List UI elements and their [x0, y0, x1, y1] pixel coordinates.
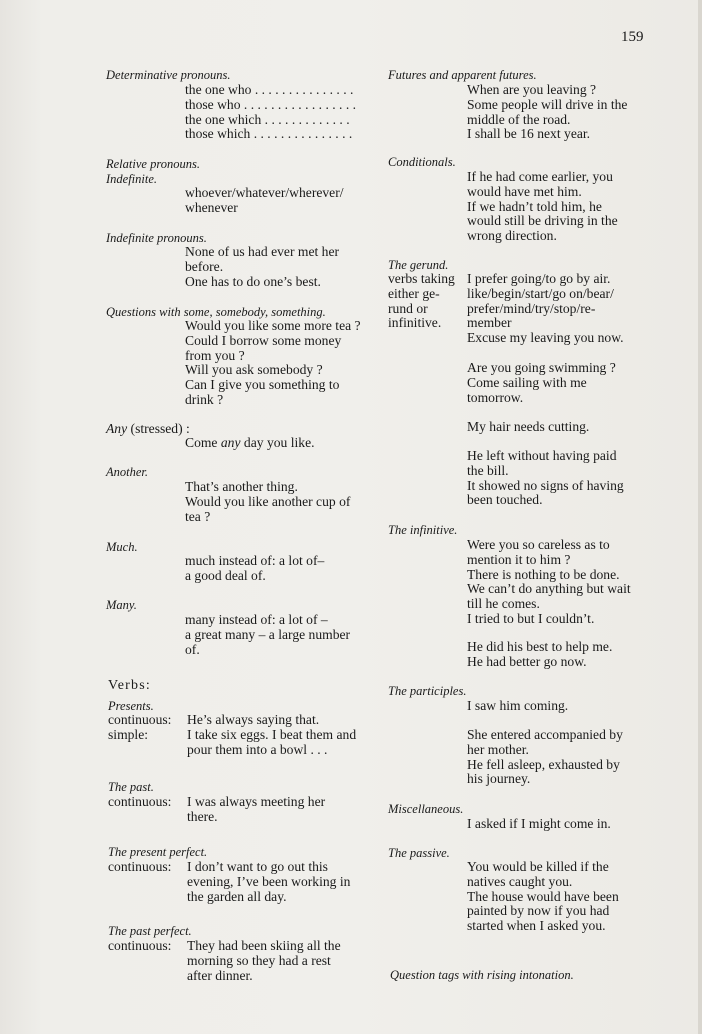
example-line: before.: [185, 258, 224, 274]
example-line: He fell asleep, exhausted by: [467, 756, 620, 772]
example-block: [185, 186, 344, 216]
example-line: those which . . . . . . . . . . . . . . .: [185, 126, 353, 142]
example-line: many instead of: a lot of –: [185, 612, 328, 627]
example-line: after dinner.: [187, 967, 253, 983]
example-line: whoever/whatever/wherever/: [185, 185, 344, 200]
example-line: Excuse my leaving you now.: [467, 330, 624, 346]
example-line: That’s another thing.: [185, 479, 298, 494]
section-heading: Conditionals.: [388, 155, 456, 169]
example-block: [185, 554, 324, 584]
section-heading: Miscellaneous.: [388, 802, 464, 816]
section-heading: Relative pronouns.: [106, 157, 200, 171]
section-heading: Another.: [106, 465, 149, 479]
section-heading: The gerund.: [388, 258, 449, 272]
example-line: started when I asked you.: [467, 918, 606, 934]
verbs-heading: Verbs:: [108, 678, 151, 693]
section-heading: The participles.: [388, 684, 467, 698]
example-block: [467, 420, 589, 435]
example-line: It showed no signs of having: [467, 477, 624, 493]
example-block: [467, 361, 616, 405]
example-line: If we hadn’t told him, he: [467, 198, 602, 214]
example-block: [187, 860, 350, 904]
section-heading: The infinitive.: [388, 523, 458, 537]
example-block: [467, 860, 619, 934]
example-line: Are you going swimming ?: [467, 360, 616, 375]
row-label: continuous:: [108, 859, 172, 874]
example-line: from you ?: [185, 347, 245, 363]
example-block: [185, 480, 350, 524]
example-line: the one which . . . . . . . . . . . . .: [185, 111, 350, 127]
example-line: painted by now if you had: [467, 903, 610, 919]
example-line: Can I give you something to: [185, 377, 340, 393]
label-block: [108, 713, 171, 743]
section-heading: The passive.: [388, 846, 450, 860]
example-line: You would be killed if the: [467, 859, 609, 874]
row-label: verbs taking: [388, 271, 455, 286]
example-line: He left without having paid: [467, 448, 617, 463]
example-line: those who . . . . . . . . . . . . . . . . .: [185, 96, 357, 112]
example-line: We can’t do anything but wait: [467, 581, 631, 597]
example-block: [467, 449, 624, 508]
example-line: prefer/mind/try/stop/re-: [467, 300, 596, 316]
example-block: [467, 272, 624, 346]
example-line: a good deal of.: [185, 567, 266, 583]
example-line: natives caught you.: [467, 873, 573, 889]
example-line: there.: [187, 808, 218, 824]
row-label: rund or: [388, 300, 428, 316]
example-line: the one who . . . . . . . . . . . . . . .: [185, 82, 354, 97]
example-line: the bill.: [467, 462, 509, 478]
example-block: [467, 640, 612, 670]
example-line: till he comes.: [467, 596, 540, 612]
section-heading: Question tags with rising intonation.: [390, 968, 574, 982]
section-heading: Indefinite.: [106, 172, 158, 186]
example-line: Some people will drive in the: [467, 96, 628, 112]
example-block: [185, 245, 339, 289]
example-line: Would you like another cup of: [185, 493, 351, 509]
example-line: pour them into a bowl . . .: [187, 741, 328, 757]
example-line: They had been skiing all the: [187, 938, 341, 953]
example-line: The house would have been: [467, 888, 619, 904]
example-line: been touched.: [467, 492, 543, 508]
section-heading: Questions with some, somebody, something.: [106, 305, 326, 319]
row-label: continuous:: [108, 794, 172, 809]
example-line: There is nothing to be done.: [467, 566, 620, 582]
example-line: I was always meeting her: [187, 794, 326, 809]
example-block: [187, 713, 356, 757]
row-label: infinitive.: [388, 315, 442, 331]
row-label: continuous:: [108, 712, 172, 727]
example-line: I shall be 16 next year.: [467, 126, 591, 142]
example-line: wrong direction.: [467, 228, 557, 244]
example-line: would have met him.: [467, 183, 582, 199]
example-line: tea ?: [185, 508, 211, 524]
example-block: [185, 83, 356, 142]
example-block: [187, 939, 341, 983]
example-line: whenever: [185, 199, 238, 215]
example-line: She entered accompanied by: [467, 727, 623, 742]
example-line: He had better go now.: [467, 653, 587, 669]
example-line: his journey.: [467, 771, 531, 787]
example-line: Will you ask somebody ?: [185, 362, 323, 378]
section-heading: Futures and apparent futures.: [388, 68, 537, 82]
example-line: of.: [185, 641, 200, 657]
example-line: I take six eggs. I beat them and: [187, 726, 357, 742]
example-line: would still be driving in the: [467, 213, 618, 229]
example-block: [185, 436, 315, 451]
example-line: None of us had ever met her: [185, 244, 340, 259]
example-line: member: [467, 315, 512, 331]
example-line: drink ?: [185, 391, 224, 407]
row-label: simple:: [108, 726, 149, 742]
any-heading: Any: [106, 421, 128, 436]
label-block: [388, 272, 455, 331]
example-line: a great many – a large number: [185, 626, 351, 642]
example-line: I don’t want to go out this: [187, 859, 328, 874]
text-run: Come: [185, 435, 221, 450]
example-block: [467, 83, 627, 142]
section-heading: The past.: [108, 780, 154, 794]
example-line: evening, I’ve been working in: [187, 873, 351, 889]
any-suffix: (stressed) :: [127, 421, 190, 436]
example-line: If he had come earlier, you: [467, 169, 613, 184]
example-line: like/begin/start/go on/bear/: [467, 285, 614, 301]
example-line: [185, 436, 315, 451]
example-line: morning so they had a rest: [187, 952, 331, 968]
example-block: [467, 699, 568, 714]
example-line: I asked if I might come in.: [467, 816, 611, 831]
example-line: mention it to him ?: [467, 551, 571, 567]
example-block: [467, 170, 618, 244]
section-heading: [106, 422, 190, 437]
example-block: [467, 538, 631, 627]
example-line: I tried to but I couldn’t.: [467, 610, 595, 626]
example-line: the garden all day.: [187, 888, 287, 904]
example-line: middle of the road.: [467, 111, 571, 127]
page-number: 159: [621, 29, 644, 45]
example-line: Were you so careless as to: [467, 537, 610, 552]
example-block: [185, 319, 361, 408]
section-heading: The present perfect.: [108, 845, 208, 859]
example-line: I saw him coming.: [467, 698, 569, 713]
section-heading: Determinative pronouns.: [106, 68, 231, 82]
text-run: day you like.: [240, 435, 315, 450]
page-edge: [698, 0, 702, 1034]
example-line: Could I borrow some money: [185, 332, 342, 348]
section-heading: Presents.: [108, 699, 154, 713]
section-heading: Many.: [106, 598, 137, 612]
example-line: He’s always saying that.: [187, 712, 320, 727]
example-block: [185, 613, 350, 657]
example-line: He did his best to help me.: [467, 639, 613, 654]
example-line: My hair needs cutting.: [467, 419, 590, 434]
section-heading: The past perfect.: [108, 924, 192, 938]
row-label: continuous:: [108, 938, 172, 953]
example-line: much instead of: a lot of–: [185, 553, 325, 568]
example-line: her mother.: [467, 741, 529, 757]
example-line: When are you leaving ?: [467, 82, 597, 97]
emphasis-run: any: [220, 435, 241, 450]
section-heading: Indefinite pronouns.: [106, 231, 207, 245]
row-label: either ge-: [388, 285, 440, 301]
section-heading: Much.: [106, 540, 138, 554]
example-line: Come sailing with me: [467, 374, 587, 390]
example-line: One has to do one’s best.: [185, 273, 321, 289]
example-block: [187, 795, 325, 825]
example-line: tomorrow.: [467, 389, 524, 405]
example-line: Would you like some more tea ?: [185, 318, 361, 333]
example-line: I prefer going/to go by air.: [467, 271, 611, 286]
example-block: [467, 728, 623, 787]
example-block: [467, 817, 611, 832]
